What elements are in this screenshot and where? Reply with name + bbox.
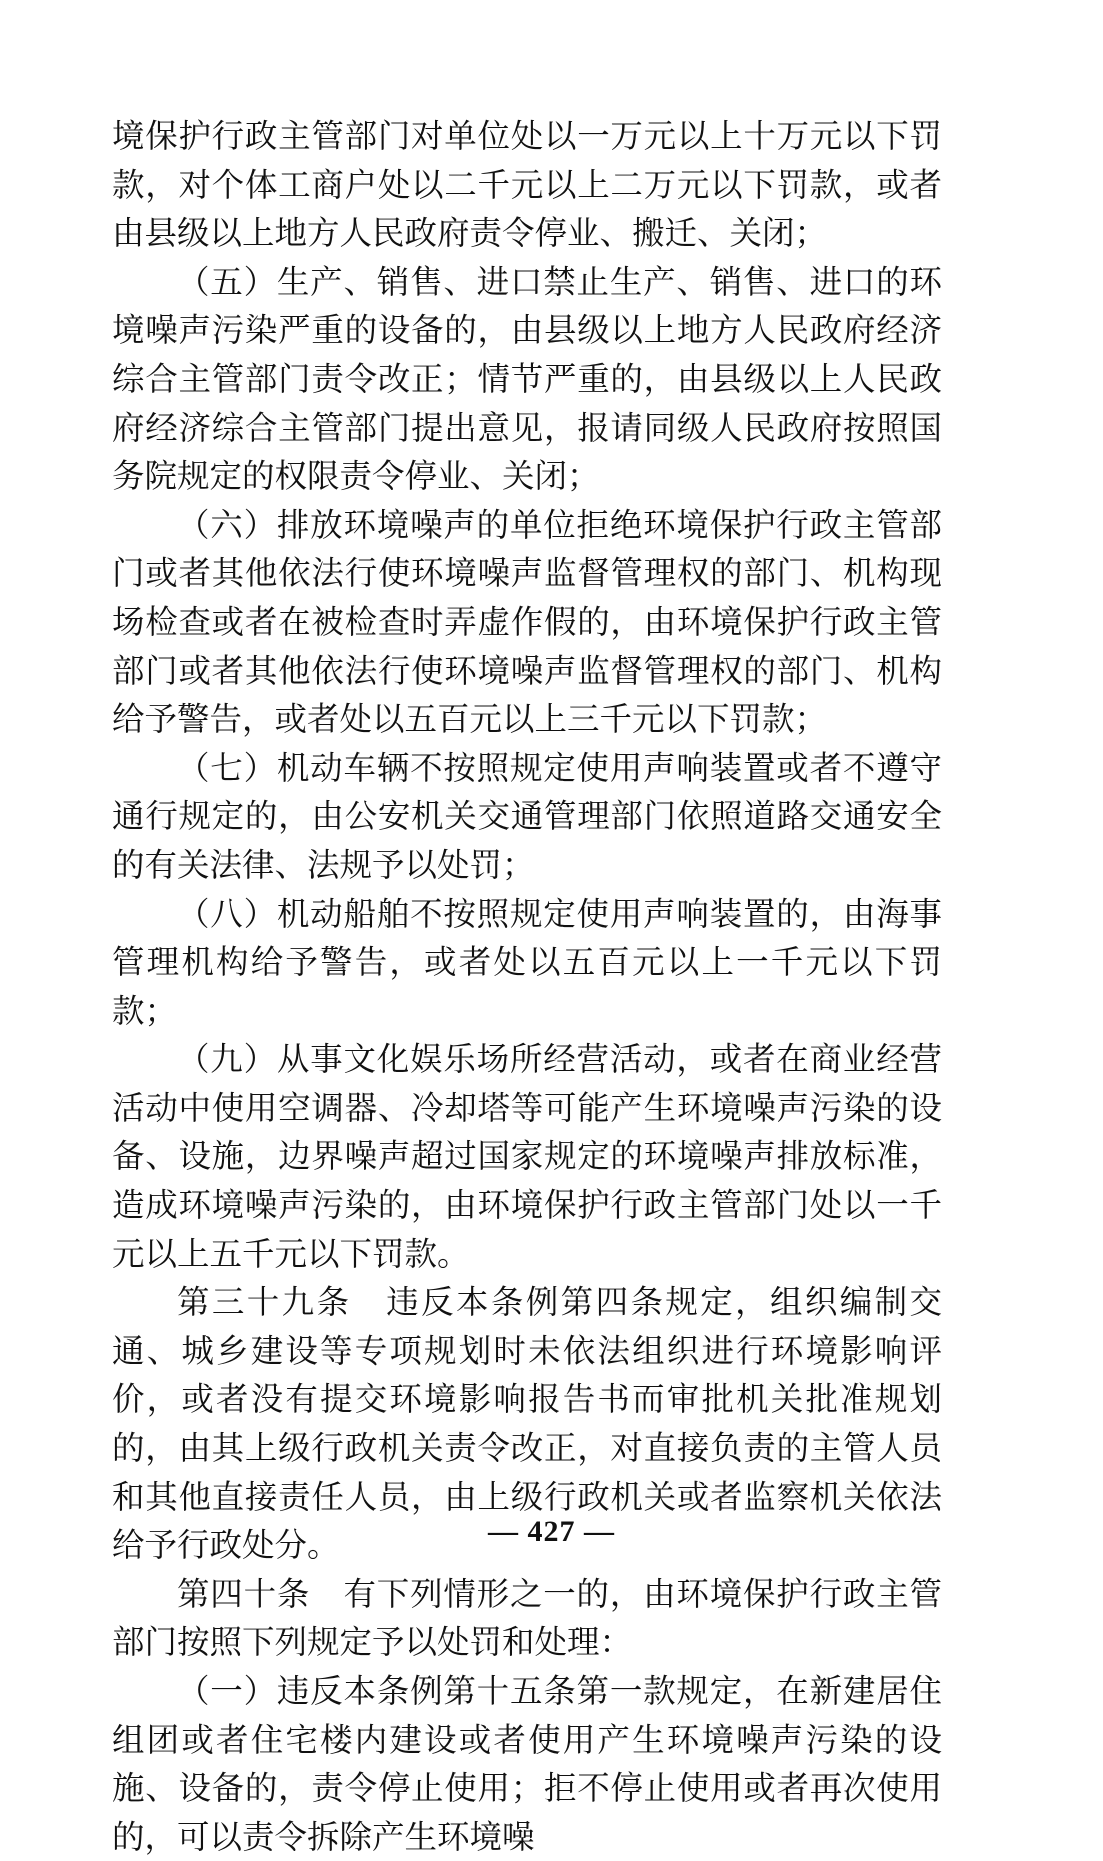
- page-number: — 427 —: [488, 1515, 615, 1548]
- paragraph-continuation: 境保护行政主管部门对单位处以一万元以上十万元以下罚款，对个体工商户处以二千元以上二万元以下罚款，或者由县级以上地方人民政府责令停业、搬迁、关闭；: [112, 117, 942, 253]
- paragraph-article-40-item-1: （一）违反本条例第十五条第一款规定，在新建居住组团或者住宅楼内建设或者使用产生环境噪声污染的设施、设备的，责令停止使用；拒不停止使用或者再次使用的，可以责令拆除产生环境噪: [112, 1672, 942, 1856]
- paragraph-item-7: （七）机动车辆不按照规定使用声响装置或者不遵守通行规定的，由公安机关交通管理部门依照道路交通安全的有关法律、法规予以处罚；: [112, 748, 942, 884]
- body-text: [112, 112, 942, 1861]
- paragraph-item-8: （八）机动船舶不按照规定使用声响装置的，由海事管理机构给予警告，或者处以五百元以上一千元以下罚款；: [112, 894, 942, 1030]
- paragraph-item-5: （五）生产、销售、进口禁止生产、销售、进口的环境噪声污染严重的设备的，由县级以上地方人民政府经济综合主管部门责令改正；情节严重的，由县级以上人民政府经济综合主管部门提出意见，报请同级人民政府按照国务院规定的权限责令停业、关闭；: [112, 262, 942, 496]
- paragraph-item-9: （九）从事文化娱乐场所经营活动，或者在商业经营活动中使用空调器、冷却塔等可能产生环境噪声污染的设备、设施，边界噪声超过国家规定的环境噪声排放标准，造成环境噪声污染的，由环境保护行政主管部门处以一千元以上五千元以下罚款。: [112, 1040, 942, 1273]
- paragraph-article-40: 第四十条 有下列情形之一的，由环境保护行政主管部门按照下列规定予以处罚和处理：: [112, 1574, 942, 1662]
- paragraph-article-39: 第三十九条 违反本条例第四条规定，组织编制交通、城乡建设等专项规划时未依法组织进行环境影响评价，或者没有提交环境影响报告书而审批机关批准规划的，由其上级行政机关责令改正，对直接负责的主管人员和其他直接责任人员，由上级行政机关或者监察机关依法给予行政处分。: [112, 1283, 942, 1565]
- paragraph-item-6: （六）排放环境噪声的单位拒绝环境保护行政主管部门或者其他依法行使环境噪声监督管理权的部门、机构现场检查或者在被检查时弄虚作假的，由环境保护行政主管部门或者其他依法行使环境噪声监督管理权的部门、机构给予警告，或者处以五百元以上三千元以下罚款；: [112, 505, 942, 739]
